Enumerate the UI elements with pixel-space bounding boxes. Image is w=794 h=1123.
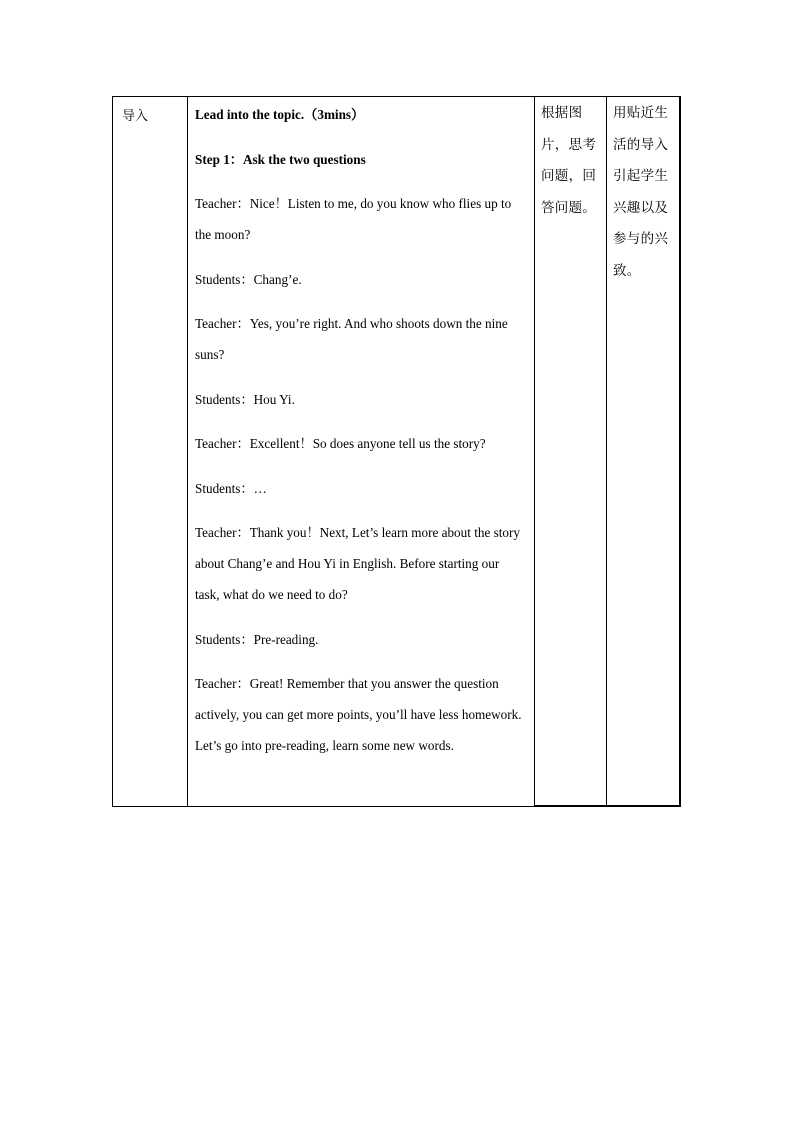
dialogue-line: Teacher：Excellent！So does anyone tell us the story?	[195, 436, 486, 451]
dialogue-line: Teacher：Yes, you’re right. And who shoots down the nine suns?	[195, 316, 508, 362]
step-heading: Step 1：Ask the two questions	[195, 151, 366, 167]
design-intent-cell	[606, 96, 681, 807]
dialogue-line: Students：Pre-reading.	[195, 631, 319, 647]
dialogue-line: Teacher：Thank you！Next, Let’s learn more about the story about Chang’e and Hou Yi in English. Before starting our task, what do we need to do?	[195, 525, 520, 602]
dialogue-line: Teacher：Nice！Listen to me, do you know who flies up to the moon?	[195, 196, 512, 242]
lesson-plan-table	[112, 96, 681, 807]
content-cell	[187, 96, 535, 807]
student-activity-cell	[534, 96, 607, 807]
dialogue-line: Students：Chang’e.	[195, 271, 302, 287]
lesson-heading: Lead into the topic.（3mins）	[195, 107, 365, 122]
dialogue-line: Teacher：Great! Remember that you answer the question actively, you can get more points, you’ll have less homework. Let’s go into pre-reading, learn some new words.	[195, 676, 522, 753]
dialogue-line: Students：Hou Yi.	[195, 391, 295, 407]
stage-label: 导入	[122, 109, 149, 124]
dialogue-line: Students：…	[195, 480, 267, 496]
stage-cell	[112, 96, 188, 807]
design-intent-text: 用贴近生活的导入引起学生兴趣以及参与的兴致。	[613, 105, 669, 279]
student-activity-text: 根据图片，思考问题，回答问题。	[541, 105, 597, 216]
content-text	[195, 99, 527, 775]
